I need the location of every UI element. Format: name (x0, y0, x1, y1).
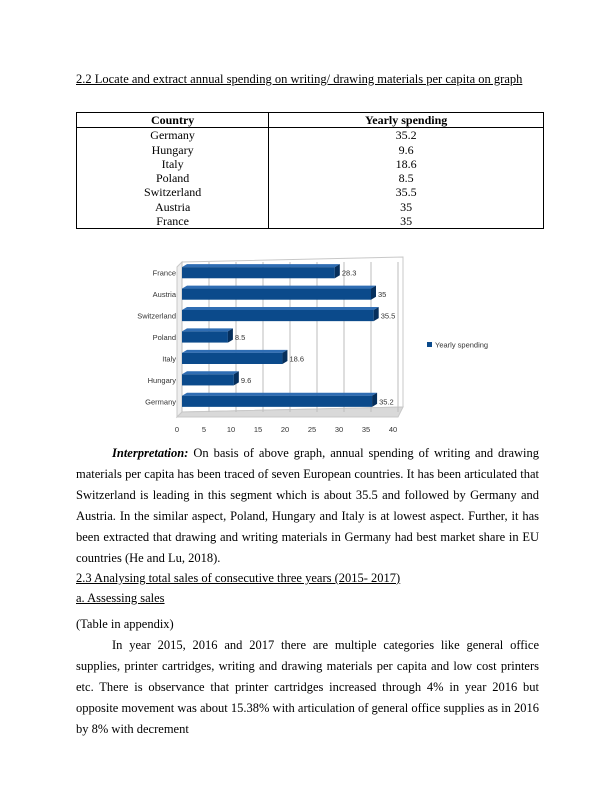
table-row (77, 214, 544, 229)
cell-spending: 35 (269, 214, 544, 229)
category-label: Italy (162, 354, 176, 364)
legend-swatch (427, 342, 432, 347)
value-label: 35.5 (380, 311, 396, 321)
x-tick-label: 0 (174, 425, 180, 434)
x-tick-label: 30 (334, 425, 344, 434)
legend-label: Yearly spending (435, 340, 489, 350)
x-tick-label: 15 (253, 425, 263, 434)
interpretation-label: Interpretation: (112, 446, 189, 460)
bar (182, 289, 371, 300)
category-label: Poland (152, 333, 176, 342)
cell-spending: 35 (269, 200, 544, 214)
bar-top-face (182, 350, 287, 353)
x-tick-label: 5 (201, 425, 207, 434)
category-label: Austria (152, 290, 176, 300)
value-label: 8.5 (234, 333, 246, 342)
section-2-3-heading: 2.3 Analysing total sales of consecutive three years (2015- 2017) (76, 571, 401, 585)
bar (182, 353, 282, 364)
bar-top-face (182, 307, 379, 310)
cell-spending: 9.6 (269, 143, 544, 157)
bar (182, 331, 228, 342)
bar (182, 374, 234, 385)
category-label: France (152, 268, 176, 278)
cell-country: Switzerland (77, 185, 269, 199)
cell-country: France (77, 214, 269, 229)
category-label: Germany (145, 397, 176, 407)
x-tick-label: 25 (307, 425, 317, 434)
cell-country: Italy (77, 157, 269, 171)
cell-country: Hungary (77, 143, 269, 157)
table-row (77, 171, 544, 185)
sales-paragraph (76, 635, 539, 740)
category-label: Switzerland (137, 311, 176, 321)
table-in-appendix-note: (Table in appendix) (76, 617, 174, 631)
spending-table (76, 112, 544, 229)
table-row (77, 128, 544, 143)
header-country: Country (77, 113, 269, 128)
section-2-2-heading: 2.2 Locate and extract annual spending on writing/ drawing materials per capita on graph (76, 72, 523, 86)
x-tick-label: 10 (226, 425, 236, 434)
cell-country: Poland (77, 171, 269, 185)
bar-top-face (182, 328, 233, 331)
table-header-row (77, 113, 544, 128)
bar (182, 396, 372, 407)
cell-country: Germany (77, 128, 269, 143)
value-label: 18.6 (289, 354, 305, 364)
header-yearly-spending: Yearly spending (269, 113, 544, 128)
interpretation-text: On basis of above graph, annual spending of writing and drawing materials per capita has been traced of seven European countries. It has been articulated that Switzerland is leading in this segment which is about 35.5 and followed by Germany and Austria. In the similar aspect, Poland, Hungary and Italy is at lowest aspect. Further, it has been extracted that drawing and writing materials in Germany had best market share in EU countries (He and Lu, 2018). (76, 446, 539, 565)
bar-top-face (182, 264, 340, 267)
cell-spending: 18.6 (269, 157, 544, 171)
table-row (77, 157, 544, 171)
x-tick-label: 40 (388, 425, 398, 434)
cell-spending: 35.5 (269, 185, 544, 199)
assessing-sales-heading: a. Assessing sales (76, 591, 165, 605)
x-tick-label: 20 (280, 425, 290, 434)
cell-spending: 8.5 (269, 171, 544, 185)
table-row (77, 143, 544, 157)
value-label: 35.2 (379, 397, 394, 407)
bar-top-face (182, 286, 376, 289)
sales-text: In year 2015, 2016 and 2017 there are multiple categories like general office supplies, printer cartridges, writing and drawing materials per capita and low cost printers etc. There is observance that printer cartridges increased through 4% in year 2016 but opposite movement was about 15.38% with articulation of general office supplies as in 2016 by 8% with decrement (76, 638, 539, 736)
table-row (77, 185, 544, 199)
bar (182, 310, 374, 321)
cell-spending: 35.2 (269, 128, 544, 143)
category-label: Hungary (147, 375, 176, 385)
value-label: 9.6 (240, 375, 252, 385)
x-tick-label: 35 (361, 425, 371, 434)
value-label: 28.3 (341, 268, 357, 278)
interpretation-paragraph (76, 443, 539, 569)
bar-top-face (182, 371, 239, 374)
bar-top-face (182, 393, 377, 396)
chart-side-wall (177, 262, 182, 417)
cell-country: Austria (77, 200, 269, 214)
table-row (77, 200, 544, 214)
bar (182, 267, 335, 278)
spending-bar-chart (130, 252, 510, 437)
value-label: 35 (378, 290, 387, 300)
